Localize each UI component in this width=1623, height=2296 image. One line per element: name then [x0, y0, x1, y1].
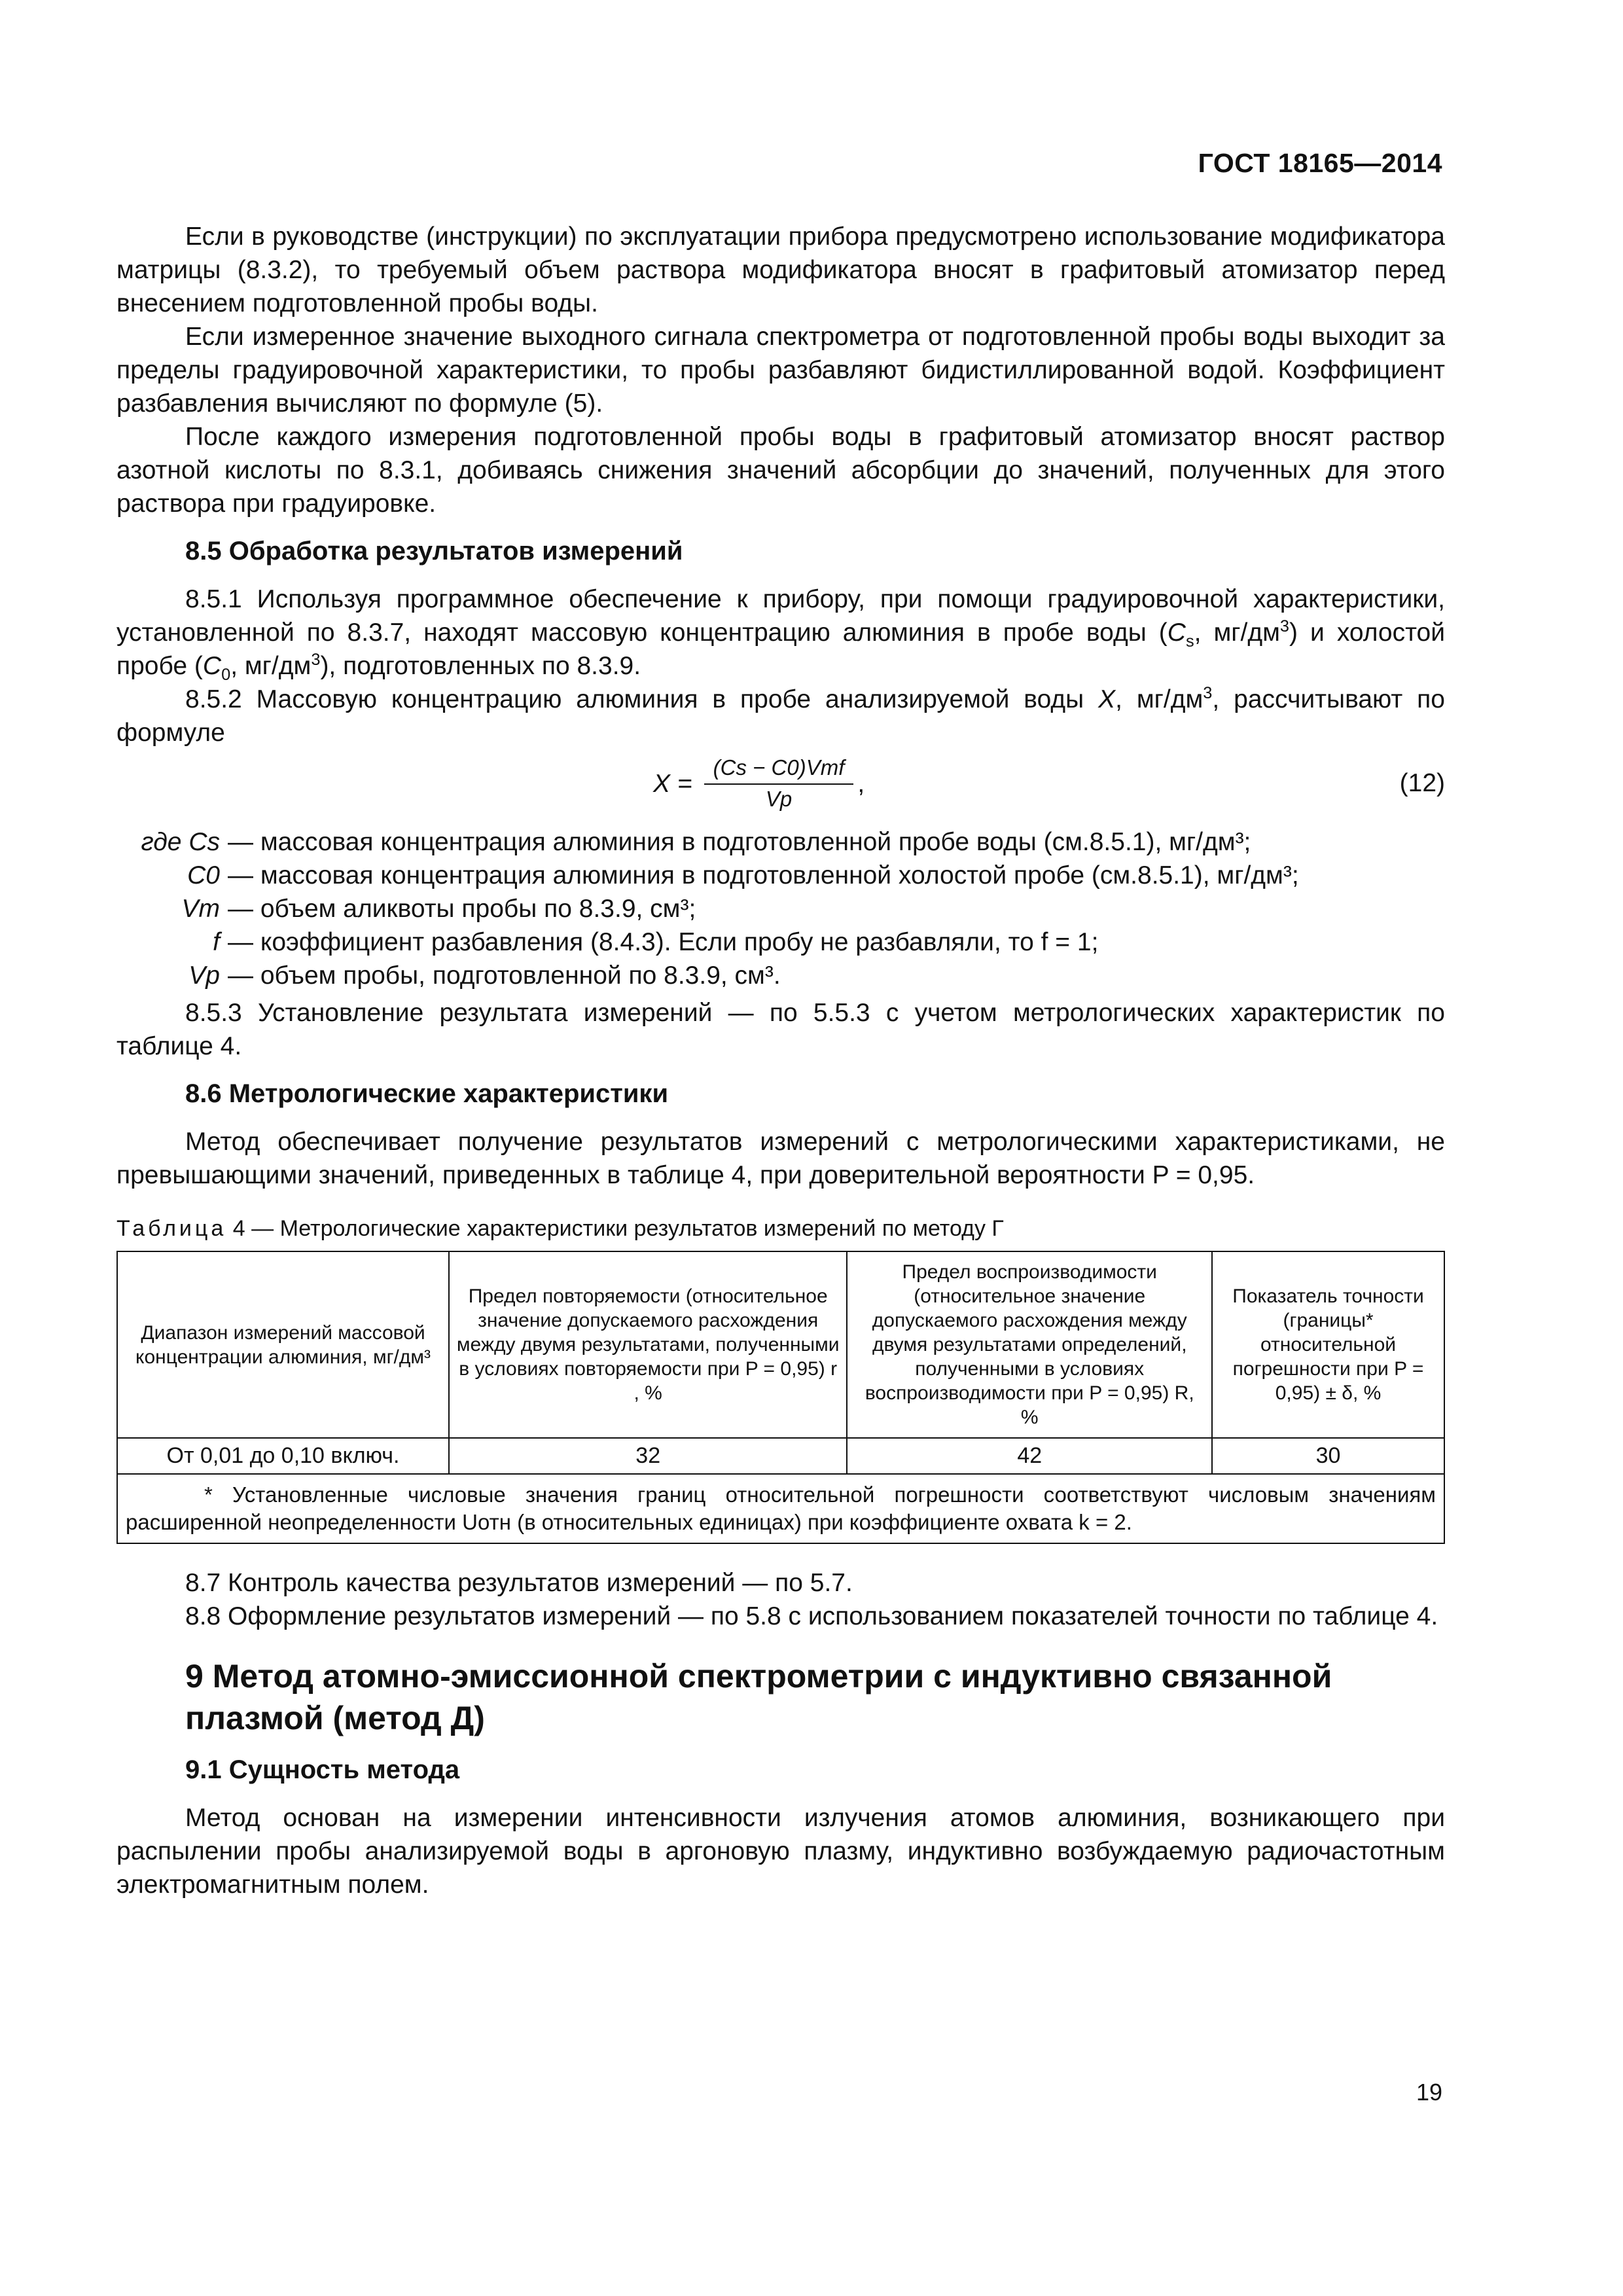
formula-lhs: X =: [653, 769, 692, 798]
table-header-cell: Показатель точности (границы* относительной погрешности при P = 0,95) ± δ, %: [1212, 1251, 1444, 1438]
section-heading-8-6: 8.6 Метрологические характеристики: [185, 1079, 669, 1108]
formula-12: X = $\frac{\text{(Cs − C0)Vmf}}{Vp}$ , (12): [653, 755, 1445, 811]
legend-row: f — коэффициент разбавления (8.4.3). Если пробу не разбавляли, то f = 1;: [213, 928, 1099, 956]
paragraph-8-5-1: 8.5.1 Используя программное обеспечение к прибору, при помощи градуировочной характеристики, установленной по 8.3.7, находят массовую концентрацию алюминия в пробе воды ($C_s$, $мг/дм^3$) и холостой пробе ($C_0$, $мг/дм^3$), подготовленных по 8.3.9.: [116, 585, 1446, 684]
table-header-cell: Диапазон измерений массовой концентрации алюминия, мг/дм³: [117, 1251, 449, 1438]
table-cell: 42: [847, 1438, 1212, 1474]
formula-denominator: Vp: [765, 787, 793, 811]
formula-numerator: (Cs − C0)Vmf: [704, 755, 854, 785]
document-header: ГОСТ 18165—2014: [1198, 148, 1442, 178]
page-number: 19: [1416, 2079, 1442, 2106]
table-note-row: [117, 1474, 1444, 1543]
paragraph: Если измеренное значение выходного сигнала спектрометра от подготовленной пробы воды выходит за пределы градуировочной характеристики, то пробы разбавляют бидистиллированной водой. Коэффициент разбавления вычисляют по формуле (5).: [116, 323, 1445, 418]
paragraph-8-6: Метод обеспечивает получение результатов измерений с метрологическими характеристиками, не превышающими значений, приведенных в таблице 4, при доверительной вероятности P = 0,95.: [116, 1128, 1445, 1189]
section-heading-9-1: 9.1 Сущность метода: [185, 1755, 460, 1784]
metrology-table: [116, 1251, 1445, 1544]
paragraph: После каждого измерения подготовленной пробы воды в графитовый атомизатор вносят раствор азотной кислоты по 8.3.1, добиваясь снижения значений абсорбции до значений, полученных для этого раствора при градуировке.: [116, 423, 1445, 518]
paragraph-8-8: 8.8 Оформление результатов измерений — по 5.8 с использованием показателей точности по таблице 4.: [185, 1602, 1438, 1630]
section-heading-8-5: 8.5 Обработка результатов измерений: [185, 537, 683, 565]
table-header-row: [117, 1251, 1444, 1438]
document-body: [116, 220, 1445, 1901]
paragraph-9-1: Метод основан на измерении интенсивности излучения атомов алюминия, возникающего при распылении пробы анализируемой воды в аргоновую плазму, индуктивно возбуждаемую радиочастотным электромагнитным полем.: [116, 1804, 1445, 1899]
paragraph-8-5-2: 8.5.2 Массовую концентрацию алюминия в пробе анализируемой воды X, $мг/дм^3$, рассчитывают по формуле: [116, 684, 1445, 747]
equation-number: (12): [1399, 769, 1445, 797]
paragraph-8-7: 8.7 Контроль качества результатов измерений — по 5.7.: [185, 1569, 853, 1597]
table-cell: 32: [449, 1438, 847, 1474]
table-cell: От 0,01 до 0,10 включ.: [117, 1438, 449, 1474]
section-heading-9: 9 Метод атомно-эмиссионной спектрометрии с индуктивно связанной плазмой (метод Д): [185, 1658, 1332, 1736]
table-footnote: * Установленные числовые значения границ относительной погрешности соответствуют числовым значениям расширенной неопределенности Uотн (в относительных единицах) при коэффициенте охвата k = 2.: [117, 1474, 1444, 1543]
legend-row: Vm — объем аликвоты пробы по 8.3.9, см³;: [181, 895, 696, 923]
legend-row: где Cs — массовая концентрация алюминия в подготовленной пробе воды (см.8.5.1), мг/дм³;: [141, 828, 1251, 856]
table-header-cell: Предел воспроизводимости (относительное значение допускаемого расхождения между двумя результатами определений, полученными в условиях воспроизводимости при P = 0,95) R, %: [847, 1251, 1212, 1438]
paragraph: Если в руководстве (инструкции) по эксплуатации прибора предусмотрено использование модификатора матрицы (8.3.2), то требуемый объем раствора модификатора вносят в графитовый атомизатор перед внесением подготовленной пробы воды.: [116, 223, 1445, 317]
table-cell: 30: [1212, 1438, 1444, 1474]
table-row: [117, 1438, 1444, 1474]
paragraph-8-5-3: 8.5.3 Установление результата измерений — по 5.5.3 с учетом метрологических характеристик по таблице 4.: [116, 999, 1445, 1060]
legend-row: Vp — объем пробы, подготовленной по 8.3.9, см³.: [188, 961, 781, 990]
table-header-cell: Предел повторяемости (относительное значение допускаемого расхождения между двумя результатами, полученными в условиях повторяемости при P = 0,95) r , %: [449, 1251, 847, 1438]
table-caption: Таблица 4 — Метрологические характеристики результатов измерений по методу Г: [116, 1216, 1004, 1241]
formula-legend: [116, 825, 1445, 992]
legend-row: C0 — массовая концентрация алюминия в подготовленной холостой пробе (см.8.5.1), мг/дм³;: [187, 861, 1299, 889]
